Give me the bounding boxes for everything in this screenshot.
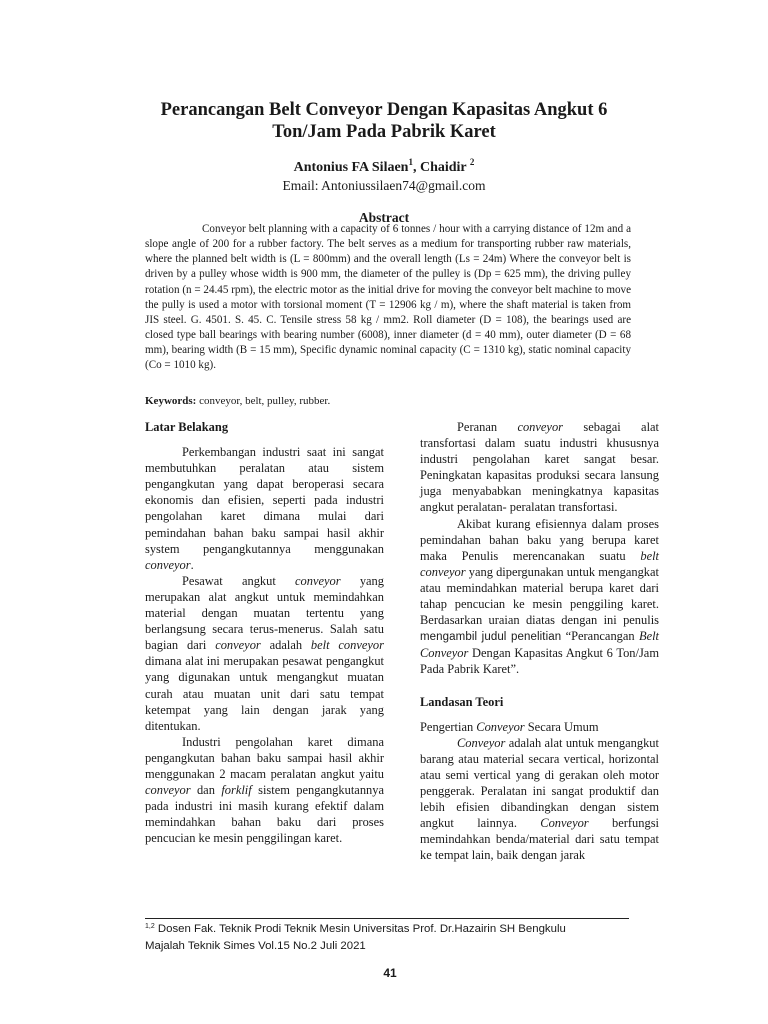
text-run: Secara Umum <box>524 719 599 734</box>
italic-term: Conveyor <box>457 735 506 750</box>
author-1: Antonius FA Silaen <box>293 160 409 175</box>
left-column <box>145 419 384 846</box>
italic-term: Conveyor <box>540 816 589 831</box>
author-email: Email: Antoniussilaen74@gmail.com <box>282 178 486 193</box>
abstract-body: Conveyor belt planning with a capacity of 6 tonnes / hour with a carrying distance of 12m and a slope angle of 200 for a rubber factory. The belt serves as a medium for transporting rubber raw materials, where the planned belt width is (L = 800mm) and the overall length (Ls = 24m) Where the conveyor belt is driven by a pulley whose width is 900 mm, the diameter of the pulley is (Dp = 625 mm), the driving pulley rotation (n = 24.45 rpm), the electric motor as the initial drive for moving the conveyor belt machine to move the pully is used a motor with torsional moment (T = 12906 kg / m), where the shaft material is taken from JIS steel. G. 4501. S. 45. C. Tensile stress 58 kg / mm2. Roll diameter (D = 108), the bearings used are closed type ball bearings with bearing number (6008), inner diameter (d = 40 mm), outer diameter (D = 68 mm), bearing width (B = 15 mm), Specific dynamic nominal capacity (C = 1310 kg), static nominal capacity (Co = 1010 kg). <box>145 223 631 372</box>
italic-term: conveyor <box>145 557 191 572</box>
footnote-marker: 1,2 <box>145 923 155 930</box>
text-run: dimana alat ini merupakan pesawat pengangkut yang digunakan untuk mengangkut muatan curah atau muatan unit dari satu tempat ketempat yang lain dengan jarak yang ditentukan. <box>145 654 384 733</box>
paragraph <box>145 444 384 573</box>
text-run: Industri pengolahan karet dimana pengangkutan bahan baku sampai hasil akhir menggunakan 2 macam peralatan angkut yaitu <box>145 734 384 781</box>
right-column <box>420 419 659 863</box>
italic-term: conveyor <box>215 638 261 653</box>
text-run: adalah <box>260 638 311 653</box>
text-run: . <box>190 557 194 572</box>
italic-term: conveyor <box>145 783 191 798</box>
title-line-1: Perancangan Belt Conveyor Dengan Kapasitas Angkut 6 <box>160 100 608 120</box>
title-line-2: Ton/Jam Pada Pabrik Karet <box>272 122 496 142</box>
affiliation-note <box>145 921 645 938</box>
italic-term: Belt Conveyor <box>420 629 659 661</box>
text-run: adalah alat untuk mengangkut barang atau material secara vertical, horizontal atau semi vertical yang di gerakan oleh motor penggerak. Peralatan ini sangat produktif dan lebih efisien dibandingkan dengan sistem angkut lainnya. <box>420 735 659 831</box>
author-1-affiliation: 1 <box>408 157 413 167</box>
footnote-text: Dosen Fak. Teknik Prodi Teknik Mesin Universitas Prof. Dr.Hazairin SH Bengkulu <box>154 923 566 935</box>
author-2-affiliation: 2 <box>469 157 475 167</box>
text-run: sebagai alat transfortasi dalam suatu industri khususnya industri pengolahan karet sangat besar. Peningkatan kapasitas produksi secara lansung juga menyababkan meningkatnya kapasitas angkut peralatan- peralatan transfortasi. <box>420 420 660 515</box>
text-run: Akibat kurang efisiennya dalam proses pemindahan bahan baku yang berupa karet maka Penulis merencanakan suatu <box>420 516 659 563</box>
subsection-heading <box>420 719 659 735</box>
text-run: berfungsi memindahkan benda/material dari satu tempat ke tempat lain, baik dengan jarak <box>420 816 659 863</box>
text-run: Pesawat angkut <box>182 573 296 588</box>
text-run: yang dipergunakan untuk mengangkat atau memindahkan material berupa karet dari tahap pencucian ke mesin penggiling karet. Berdasarkan uraian diatas dengan ini penulis <box>420 564 659 628</box>
footnote-divider <box>145 918 629 919</box>
abstract-heading: Abstract <box>358 210 410 225</box>
keywords-label: Keywords: <box>145 395 197 407</box>
paper-title <box>100 99 668 143</box>
text-run: “Perancangan <box>561 629 639 644</box>
text-run: Perkembangan industri saat ini sangat membutuhkan peralatan atau sistem pengangkutan yang dapat beroperasi secara ekonomis dan efisien, seperti pada industri pengolahan karet dimana mulai dari pemindahan bahan baku sampai hasil akhir system pengangkutannya menggunakan <box>145 445 384 556</box>
italic-term: belt conveyor <box>420 548 659 579</box>
text-run-sans: mengambil judul penelitian <box>420 631 562 644</box>
author-list <box>100 159 668 177</box>
paragraph <box>420 516 659 678</box>
keywords <box>145 394 631 409</box>
section-heading-latar-belakang: Latar Belakang <box>145 420 229 434</box>
section-heading-landasan-teori: Landasan Teori <box>420 694 504 709</box>
author-separator: , <box>412 160 420 175</box>
italic-term: conveyor <box>517 420 564 434</box>
footnote <box>145 921 645 955</box>
text-run: Dengan Kapasitas Angkut 6 Ton/Jam Pada Pabrik Karet”. <box>420 646 659 677</box>
text-run: yang merupakan alat angkut untuk memindahkan material dengan muatan tertentu yang berlangsung secara terus-menerus. Salah satu bagian dari <box>145 573 384 653</box>
italic-term: belt conveyor <box>310 638 384 653</box>
keywords-text: conveyor, belt, pulley, rubber. <box>196 395 331 407</box>
paragraph <box>420 735 659 864</box>
text-run: dan <box>190 783 222 798</box>
italic-term: conveyor <box>295 573 341 588</box>
text-run: sistem pengangkutannya pada industri ini masih kurang efektif dalam memindahkan bahan baku dari proses pencucian ke mesin penggilingan karet. <box>145 783 384 846</box>
text-run: Pengertian <box>420 719 477 734</box>
italic-term: forklif <box>221 783 252 798</box>
paragraph <box>145 573 384 734</box>
author-2: Chaidir <box>419 160 470 175</box>
paragraph <box>420 419 659 516</box>
page-number: 41 <box>383 966 397 980</box>
text-run: Peranan <box>457 420 518 434</box>
italic-term: Conveyor <box>476 719 525 734</box>
journal-info: Majalah Teknik Simes Vol.15 No.2 Juli 2021 <box>145 940 366 952</box>
paragraph <box>145 734 384 847</box>
